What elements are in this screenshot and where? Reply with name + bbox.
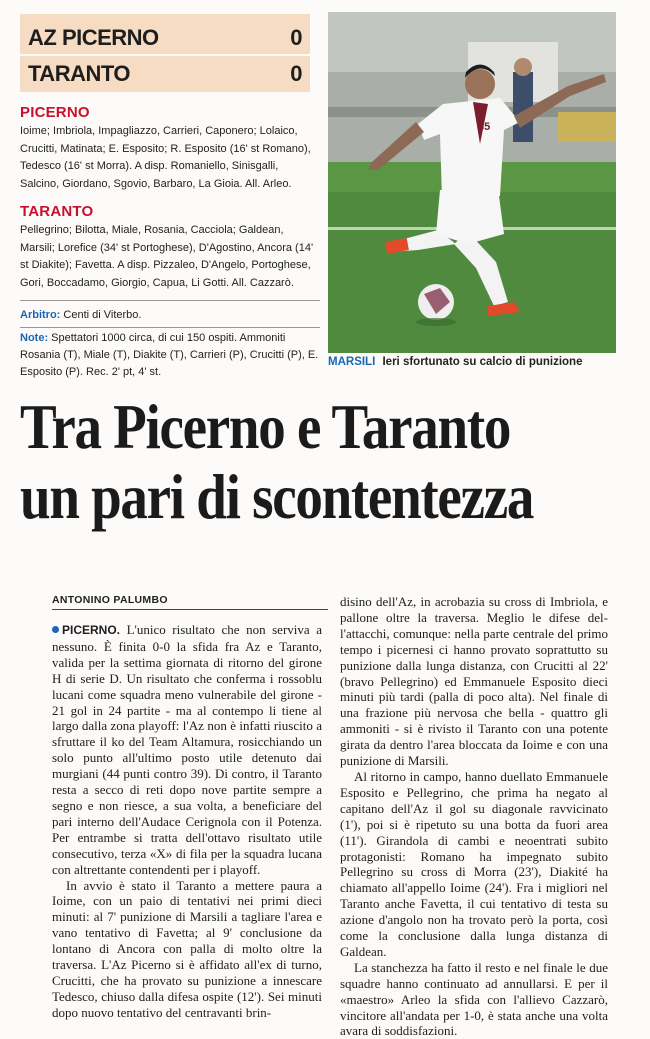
paragraph-text: L'unico risultato che non serviva a nessuno. È finita 0-0 la sfida fra Az e Taranto, valida per la settima giornata di ritorno del girone H di serie D. Un risultato che conferma i rossoblu lucani come squadra meno vulnerabile del girone - 21 gol in 24 partite - ma al contempo li tiene al largo dalla zona playoff: l'Az non è infatti riuscito a sfruttare il ko del Team Altamura, rosicchiando un solo punto all'ultimo posto utile detenuto dai murgiani (44 punti contro 39). Di contro, il Taranto resta a secco di reti dopo nove partite sempre a segno e non riesce, a sua volta, a beneficiare del pari interno dell'Audace Cerignola con il Potenza. Per entrambe si tratta dell'ottavo risultato utile consecutivo, terza «X» di fila per la squadra lucana con altrettante contendenti per i playoff. bbox=[52, 622, 322, 877]
notes-divider bbox=[20, 327, 320, 328]
referee-line bbox=[20, 307, 320, 324]
home-lineup-heading: PICERNO bbox=[20, 104, 90, 121]
article-paragraph: disino dell'Az, in acrobazia su cross di Imbriola, e pallone oltre la traversa. Meglio le difese del- l'attacchi, comunque: nella parte centrale del primo tempo i picernesi ci hanno provato soprattutto su punizione dalla lunga distanza, con Crucitti al 22' (bravo Pellegrino) ed Emmanuele Esposito dieci minuti più tardi (palla di poco alta). Nel finale di una frazione più nervosa che bella - quattro gli ammoniti - si è rivisto il Taranto con una potente girata da dentro l'area bloccata da Ioime e con una punizione di Marsili. bbox=[340, 594, 608, 769]
lineups-box bbox=[20, 104, 320, 381]
referee-label: Arbitro: bbox=[20, 309, 61, 321]
home-team-goals: 0 bbox=[290, 25, 302, 50]
away-lineup-heading: TARANTO bbox=[20, 203, 94, 220]
away-team-name: TARANTO bbox=[28, 61, 131, 86]
scoreboard bbox=[20, 14, 310, 92]
article-paragraph: Al ritorno in campo, hanno duellato Emmanuele Esposito e Pellegrino, che prima ha negato al capitano dell'Az il gol su diagonale ravvicinato (1'), poi si è ripetuto su una botta da fuori area (11'). Girandola di cambi e neoentrati subito protagonisti: Romano ha impegnato subito Pellegrino su cross di Morra (23'), Diakité ha chiamato all'appello Ioime (24'). Fra i migliori nel Taranto anche Favetta, il cui tentativo di testa su azione d'angolo non ha trovato però la porta, così come la conclusione dalla lunga distanza di Galdean. bbox=[340, 768, 608, 959]
article-column-2 bbox=[340, 594, 608, 1039]
photo-caption bbox=[328, 356, 628, 368]
article-paragraph: La stanchezza ha fatto il resto e nel finale le due squadre hanno continuato ad annullarsi. E per il «maestro» Arleo la sfida con l'allievo Cazzarò, vincitore all'andata per 1-0, è stata anche una volta avara di soddisfazioni. bbox=[340, 959, 608, 1039]
score-row-away bbox=[20, 54, 310, 92]
home-team-name: AZ PICERNO bbox=[28, 25, 159, 50]
caption-name: MARSILI bbox=[328, 356, 376, 368]
notes-text: Spettatori 1000 circa, di cui 150 ospiti. Ammoniti Rosania (T), Miale (T), Diakite (T), Carrieri (P), Crucitti (P), E. Esposito (P). Rec. 2' pt, 4' st. bbox=[20, 332, 319, 378]
lineup-divider bbox=[20, 300, 320, 301]
headline-line-2: un pari di scontentezza bbox=[20, 461, 534, 532]
shirt-number: 85 bbox=[478, 121, 491, 133]
article-headline bbox=[20, 392, 640, 532]
away-team-goals: 0 bbox=[290, 61, 302, 86]
player-photo bbox=[328, 12, 616, 353]
dateline: PICERNO. bbox=[62, 623, 121, 637]
article-column-1 bbox=[52, 622, 322, 1021]
referee-text: Centi di Viterbo. bbox=[63, 309, 142, 321]
byline: ANTONINO PALUMBO bbox=[52, 594, 328, 610]
article-paragraph bbox=[52, 622, 322, 878]
headline-line-1: Tra Picerno e Taranto bbox=[20, 391, 511, 462]
away-lineup-text: Pellegrino; Bilotta, Miale, Rosania, Cacciola; Galdean, Marsili; Lorefice (34' st Portoghese), D'Agostino, Ancora (14' st Diakite); Favetta. A disp. Pizzaleo, D'Angelo, Portoghese, Gori, Boccadamo, Giorgio, Capua, Li Gotti. All. Cazzarò. bbox=[20, 224, 314, 289]
home-lineup-text: Ioime; Imbriola, Impagliazzo, Carrieri, Caponero; Lolaico, Crucitti, Matinata; E. Esposito; R. Esposito (16' st Romano), Tedesco (16' st Morra). A disp. Romaniello, Sinisgalli, Salcino, Giordano, Sgovio, Barbaro, La Gioia. All. Arleo. bbox=[20, 125, 311, 190]
notes-line bbox=[20, 330, 320, 381]
dateline-bullet-icon bbox=[52, 626, 59, 633]
score-row-home bbox=[20, 20, 310, 56]
caption-text: Ieri sfortunato su calcio di punizione bbox=[382, 356, 583, 368]
article-paragraph: In avvio è stato il Taranto a mettere paura a Ioime, con un paio di tentativi nei primi dieci minuti: al 7' punizione di Marsili a tagliare l'area e vano tentativo di Favetta; al 9' conclusione da lontano di Ancora con palla di molto oltre la traversa. L'Az Picerno si è affidato all'ex di turno, Crucitti, che ha provato su punizione a innescare Tedesco, chiuso dalla difesa ospite (12'). Sei minuti dopo nuovo tentativo del centravanti brin- bbox=[52, 877, 322, 1020]
notes-label: Note: bbox=[20, 332, 49, 344]
